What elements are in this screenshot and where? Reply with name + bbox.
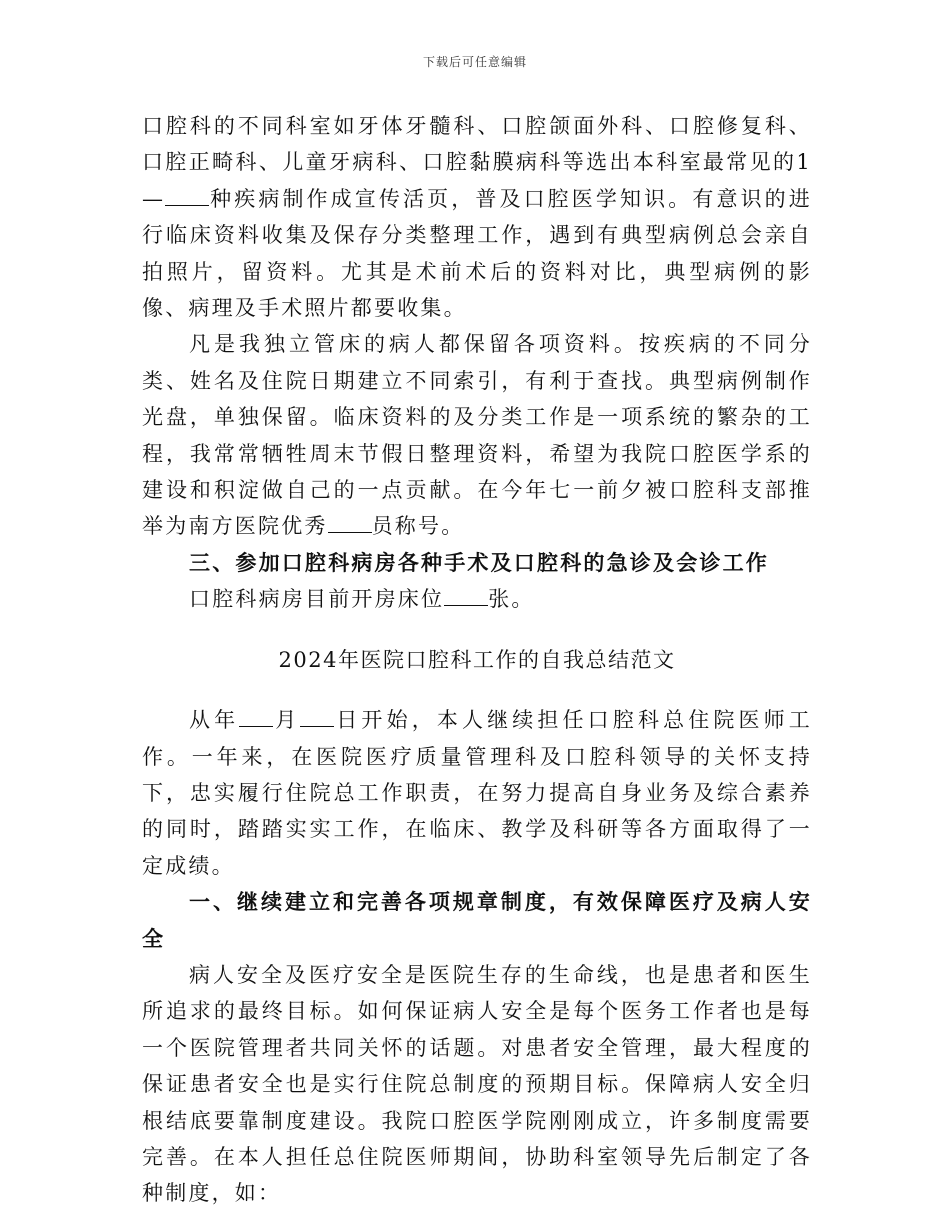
paragraph-text: 凡是我独立管床的病人都保留各项资料。按疾病的不同分类、姓名及住院日期建立不同索引，有利于查找。典型病例制作光盘，单独保留。临床资料的及分类工作是一项系统的繁杂的工程，我常常牺牲周末节假日整理资料，希望为我院口腔医学系的建设和积淀做自己的一点贡献。在今年七一前夕被口腔科支部推举为南方医院优秀 (142, 332, 812, 539)
fill-in-blank (444, 605, 488, 606)
paragraph-text: 口腔科的不同科室如牙体牙髓科、口腔颌面外科、口腔修复科、口腔正畸科、儿童牙病科、口腔黏膜病科等选出本科室最常见的1— (142, 114, 812, 211)
paragraph-text: 从年 (189, 708, 240, 733)
paragraph-text: 种疾病制作成宣传活页，普及口腔医学知识。有意识的进行临床资料收集及保存分类整理工作，遇到有典型病例总会亲自拍照片，留资料。尤其是术前术后的资料对比，典型病例的影像、病理及手术照片都要收集。 (142, 186, 812, 321)
paragraph-text: 口腔科病房目前开房床位 (189, 587, 445, 612)
fill-in-blank (300, 726, 334, 727)
fill-in-blank (328, 532, 372, 533)
fill-in-blank (165, 205, 209, 206)
paragraph-intro (142, 702, 812, 884)
fill-in-blank (239, 726, 273, 727)
paragraph-ward-beds (142, 581, 812, 617)
section-heading-regulations: 一、继续建立和完善各项规章制度，有效保障医疗及病人安全 (142, 889, 812, 951)
paragraph-text: 张。 (488, 587, 535, 612)
page-header: 下载后可任意编辑 (422, 55, 527, 69)
paragraph-patient-records (142, 326, 812, 544)
document-body (142, 108, 812, 1212)
document-title: 2024年医院口腔科工作的自我总结范文 (278, 647, 676, 672)
paragraph-text: 月 (273, 708, 301, 733)
section-heading-surgery: 三、参加口腔科病房各种手术及口腔科的急诊及会诊工作 (189, 549, 769, 575)
paragraph-text: 日开始，本人继续担任口腔科总住院医师工作。一年来，在医院医疗质量管理科及口腔科领导的关怀支持下，忠实履行住院总工作职责，在努力提高自身业务及综合素养的同时，踏踏实实工作，在临床、教学及科研等各方面取得了一定成绩。 (142, 708, 812, 878)
paragraph-text: 员称号。 (371, 514, 465, 539)
paragraph-patient-safety: 病人安全及医疗安全是医院生存的生命线，也是患者和医生所追求的最终目标。如何保证病人安全是每个医务工作者也是每一个医院管理者共同关怀的话题。对患者安全管理，最大程度的保证患者安全也是实行住院总制度的预期目标。保障病人安全归根结底要靠制度建设。我院口腔医学院刚刚成立，许多制度需要完善。在本人担任总住院医师期间，协助科室领导先后制定了各种制度，如： (142, 962, 812, 1206)
paragraph-resource-collection (142, 108, 812, 326)
